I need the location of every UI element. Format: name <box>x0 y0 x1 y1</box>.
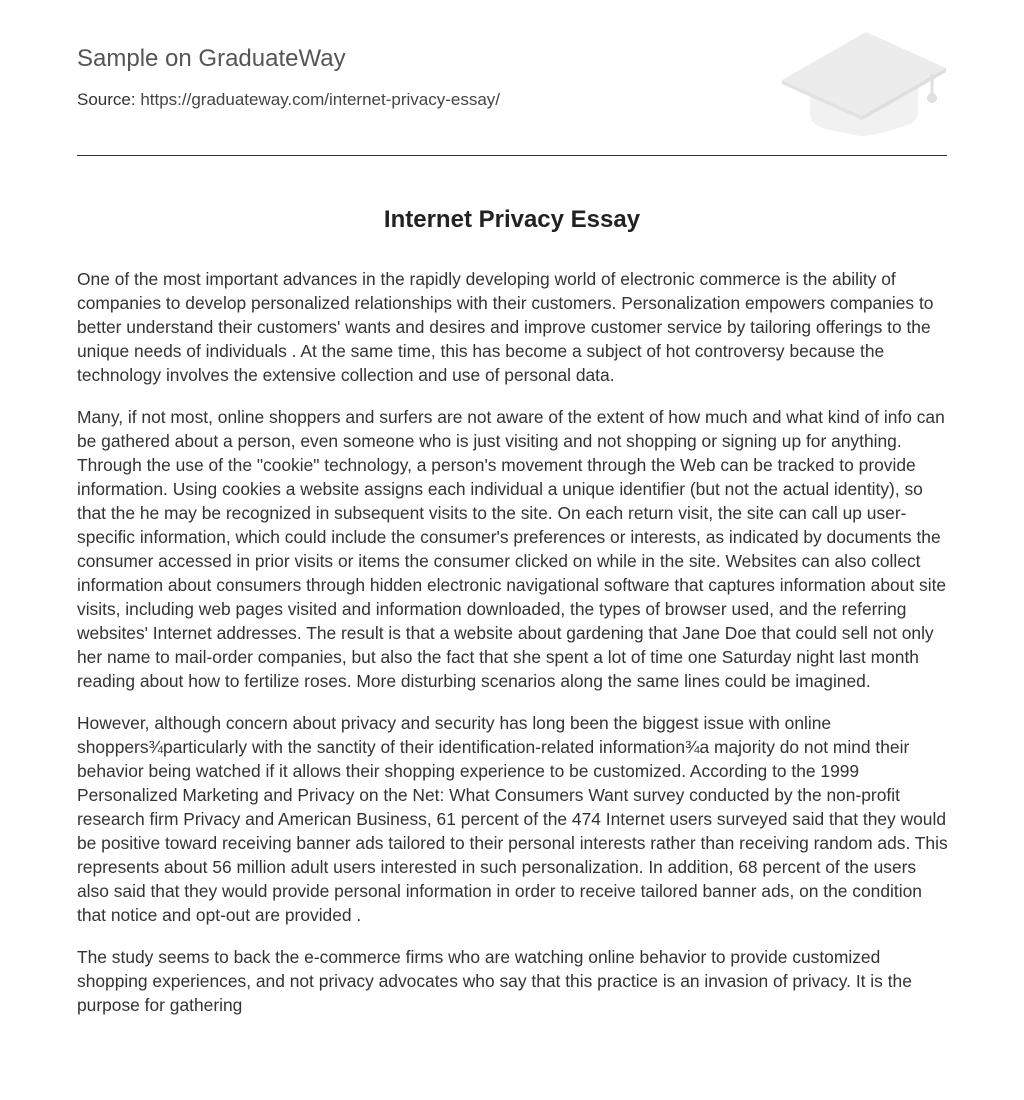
essay-body <box>77 267 949 1035</box>
essay-paragraph: One of the most important advances in the rapidly developing world of electronic commerce is the ability of companies to develop personalized relationships with their customers. Personalization empowers companies to better understand their customers' wants and desires and improve customer service by tailoring offerings to the unique needs of individuals . At the same time, this has become a subject of hot controversy because the technology involves the extensive collection and use of personal data. <box>77 269 934 385</box>
graduation-cap-icon <box>780 30 950 136</box>
source-label: Source: <box>77 90 136 109</box>
header-divider <box>77 155 947 156</box>
essay-paragraph: Many, if not most, online shoppers and surfers are not aware of the extent of how much and what kind of info can be gathered about a person, even someone who is just visiting and not shopping or signing up for anything. Through the use of the "cookie" technology, a person's movement through the Web can be tracked to provide information. Using cookies a website assigns each individual a unique identifier (but not the actual identity), so that the he may be recognized in subsequent visits to the site. On each return visit, the site can call up user-specific information, which could include the consumer's preferences or interests, as indicated by documents the consumer accessed in prior visits or items the consumer clicked on while in the site. Websites can also collect information about consumers through hidden electronic navigational software that captures information about site visits, including web pages visited and information downloaded, the types of browser used, and the referring websites' Internet addresses. The result is that a website about gardening that Jane Doe that could sell not only her name to mail-order companies, but also the fact that she spent a lot of time one Saturday night last month reading about how to fertilize roses. More disturbing scenarios along the same lines could be imagined. <box>77 407 947 691</box>
source-link[interactable]: https://graduateway.com/internet-privacy-essay/ <box>140 90 501 109</box>
site-name: Sample on GraduateWay <box>77 45 346 72</box>
page-header <box>77 0 947 156</box>
page-title: Internet Privacy Essay <box>383 206 641 233</box>
essay-paragraph: However, although concern about privacy and security has long been the biggest issue with online shoppers¾particularly with the sanctity of their identification-related information¾a majority do not mind their behavior being watched if it allows their shopping experience to be customized. According to the 1999 Personalized Marketing and Privacy on the Net: What Consumers Want survey conducted by the non-profit research firm Privacy and American Business, 61 percent of the 474 Internet users surveyed said that they would be positive toward receiving banner ads tailored to their personal interests rather than receiving random ads. This represents about 56 million adult users interested in such personalization. In addition, 68 percent of the users also said that they would provide personal information in order to receive tailored banner ads, on the condition that notice and opt-out are provided . <box>77 713 948 925</box>
essay-paragraph: The study seems to back the e-commerce firms who are watching online behavior to provide customized shopping experiences, and not privacy advocates who say that this practice is an invasion of privacy. It is the purpose for gathering <box>77 947 912 1015</box>
source-line <box>77 89 500 111</box>
